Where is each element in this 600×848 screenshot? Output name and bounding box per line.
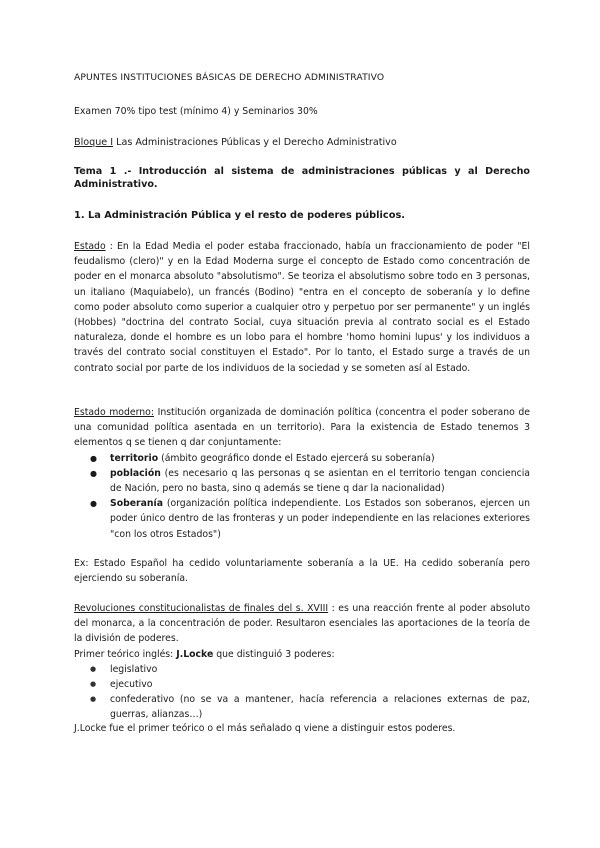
exam-info: Examen 70% tipo test (mínimo 4) y Seminarios 30% [74, 106, 318, 117]
list-item: ● legislativo [110, 662, 530, 677]
locke-intro: Primer teórico inglés: [74, 648, 177, 660]
tema-heading: Tema 1 .- Introducción al sistema de administraciones públicas y al Derecho Administrativo. [74, 166, 530, 190]
document-title: APUNTES INSTITUCIONES BÁSICAS DE DERECHO ADMINISTRATIVO [74, 72, 385, 83]
elements-list [74, 451, 530, 542]
list-item [110, 466, 530, 496]
list-item: ● ejecutivo [110, 677, 530, 692]
element-text: (es necesario q las personas q se asientan en el territorio tengan conciencia de Nación, pero no basta, sino q además se tiene q dar la nacionalidad) [110, 467, 530, 495]
estado-moderno-label: Estado moderno: [74, 407, 154, 418]
estado-text: : En la Edad Media el poder estaba fraccionado, había un fraccionamiento de poder "El feudalismo (clero)" y en la Edad Moderna surge el concepto de Estado como concentración de poder en el monarca absoluto "absolutismo". Se teoriza el absolutismo sobre todo en 3 personas, un italiano (Maquiabelo), un francés (Bodino) "entra en el concepto de soberanía y lo define como poder absoluto como superior a cualquier otro y perpetuo por ser permanente" y un inglés (Hobbes) "doctrina del contrato Social, cuya situación previa al contrato social es el Estado naturaleza, donde el hombre es un lobo para el hombre 'homo homini lupus' y los individuos a través del contrato social constituyen el Estado". Por lo tanto, el Estado surge a través de un contrato social por parte de los individuos de la sociedad y se someten así al Estado. [74, 241, 530, 374]
estado-moderno-paragraph [74, 405, 530, 542]
locke-name: J.Locke [176, 648, 214, 660]
element-term: Soberanía [110, 498, 163, 510]
closing-paragraph: J.Locke fue el primer teórico o el más señalado q viene a distinguir estos poderes. [74, 723, 456, 734]
example-paragraph: Ex: Estado Español ha cedido voluntariamente soberanía a la UE. Ha cedido soberanía pero ejerciendo su soberanía. [74, 558, 530, 585]
revoluciones-label: Revoluciones constitucionalistas de finales del s. XVIII [74, 603, 329, 614]
bloque-label: Bloque I [74, 137, 114, 148]
revoluciones-intro [74, 601, 530, 647]
estado-moderno-intro [74, 405, 530, 451]
estado-label: Estado [74, 241, 106, 252]
revoluciones-paragraph [74, 601, 530, 723]
element-term: territorio [110, 452, 159, 464]
estado-moderno-text: Institución organizada de dominación política (concentra el poder soberano de una comunidad política asentada en un territorio). Para la existencia de Estado tenemos 3 elementos q se tienen q dar conjuntamente: [74, 407, 530, 449]
element-text: (ámbito geográfico donde el Estado ejercerá su soberanía) [158, 452, 435, 464]
estado-paragraph [74, 239, 530, 376]
element-term: población [110, 467, 161, 479]
powers-list [74, 662, 530, 723]
revoluciones-text: : es una reacción frente al poder absoluto del monarca, a la concentración de poder. Resultaron esenciales las aportaciones de la teoría de la división de poderes. [74, 603, 531, 645]
bloque-text: Las Administraciones Públicas y el Derecho Administrativo [113, 137, 397, 148]
section-heading: 1. La Administración Pública y el resto de poderes públicos. [74, 210, 405, 221]
list-item: ● confederativo (no se va a mantener, hacía referencia a relaciones externas de paz, guerras, alianzas…) [110, 692, 530, 722]
locke-after: que distinguió 3 poderes: [213, 648, 335, 660]
element-text: (organización política independiente. Los Estados son soberanos, ejercen un poder único dentro de las fronteras y un poder independiente en las relaciones exteriores "con los otros Estados") [110, 498, 530, 540]
list-item [110, 496, 530, 542]
list-item [110, 451, 530, 466]
locke-line [74, 647, 530, 662]
bloque-heading [74, 135, 530, 150]
